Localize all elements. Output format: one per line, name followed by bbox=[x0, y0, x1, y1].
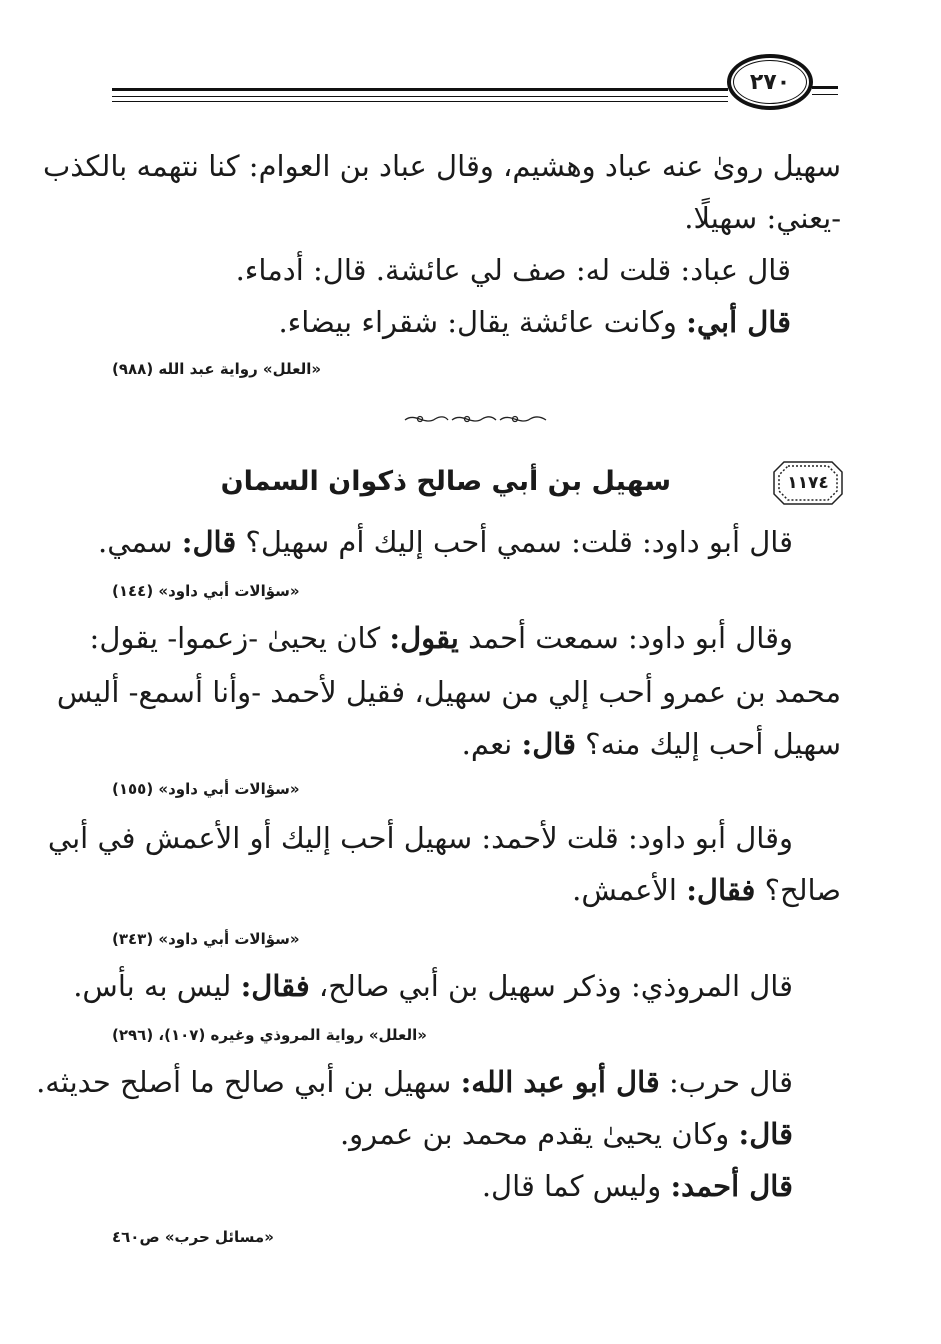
text-span: صالح؟ bbox=[755, 873, 841, 907]
text-line bbox=[482, 1166, 793, 1206]
speaker-label: قال: bbox=[181, 525, 237, 559]
text-span: قال أبو داود: قلت: سمي أحب إليك أم سهيل؟ bbox=[236, 525, 793, 559]
text-line bbox=[340, 1114, 793, 1154]
text-line: وقال أبو داود: قلت لأحمد: سهيل أحب إليك أو الأعمش في أبي bbox=[47, 821, 793, 855]
text-line bbox=[572, 870, 841, 910]
text-line bbox=[278, 302, 791, 342]
text-span: قال المروذي: وذكر سهيل بن أبي صالح، bbox=[309, 969, 793, 1003]
text-span: سهيل بن أبي صالح ما أصلح حديثه. bbox=[36, 1065, 461, 1099]
speaker-label: قال أبي: bbox=[686, 305, 791, 339]
speaker-label: قال أحمد: bbox=[670, 1169, 793, 1203]
text-line bbox=[89, 618, 793, 658]
text-span: ليس به بأس. bbox=[73, 969, 241, 1003]
text-span: الأعمش. bbox=[572, 873, 687, 907]
speaker-label: قال: bbox=[738, 1117, 793, 1151]
text-span: كان يحيىٰ -زعموا- يقول: bbox=[89, 621, 390, 655]
text-line: محمد بن عمرو أحب إلي من سهيل، فقيل لأحمد -وأنا أسمع- أليس bbox=[56, 675, 841, 709]
text-line bbox=[36, 1062, 793, 1102]
text-span: وكانت عائشة يقال: شقراء بيضاء. bbox=[278, 305, 687, 339]
header-rule-thin-2 bbox=[112, 101, 728, 102]
entry-number: ١١٧٤ bbox=[787, 473, 829, 493]
speaker-label: فقال: bbox=[686, 873, 756, 907]
citation: «سؤالات أبي داود» (٣٤٣) bbox=[112, 930, 300, 948]
speaker-label: قال أبو عبد الله: bbox=[460, 1065, 660, 1099]
header-rule-thick bbox=[112, 88, 728, 91]
text-span: نعم. bbox=[461, 727, 522, 761]
citation: «سؤالات أبي داود» (١٥٥) bbox=[112, 780, 300, 798]
text-span: وليس كما قال. bbox=[481, 1169, 671, 1203]
citation: «العلل» رواية عبد الله (٩٨٨) bbox=[112, 360, 322, 378]
ornament-divider-icon bbox=[400, 410, 550, 428]
text-line: قال عباد: قلت له: صف لي عائشة. قال: أدماء. bbox=[235, 253, 791, 287]
citation: «سؤالات أبي داود» (١٤٤) bbox=[112, 582, 300, 600]
text-span: وقال أبو داود: سمعت أحمد bbox=[458, 621, 793, 655]
text-line bbox=[98, 522, 793, 562]
page-number: ٢٧٠ bbox=[749, 69, 791, 95]
text-line bbox=[462, 724, 841, 764]
text-span: وكان يحيىٰ يقدم محمد بن عمرو. bbox=[339, 1117, 739, 1151]
page-number-badge bbox=[727, 54, 819, 114]
header-rule-thin bbox=[112, 96, 728, 97]
text-span: سهيل أحب إليك منه؟ bbox=[575, 727, 841, 761]
text-line: -يعني: سهيلًا. bbox=[684, 201, 841, 235]
text-line bbox=[73, 966, 793, 1006]
speaker-label: قال: bbox=[521, 727, 576, 761]
citation: «مسائل حرب» ص٤٦٠ bbox=[112, 1228, 274, 1246]
speaker-label: فقال: bbox=[240, 969, 310, 1003]
text-line: سهيل روىٰ عنه عباد وهشيم، وقال عباد بن العوام: كنا نتهمه بالكذب bbox=[42, 149, 841, 183]
entry-title: سهيل بن أبي صالح ذكوان السمان bbox=[220, 466, 671, 497]
speaker-label: يقول: bbox=[389, 621, 459, 655]
citation: «العلل» رواية المروذي وغيره (١٠٧)، (٢٩٦) bbox=[112, 1026, 427, 1044]
text-span: سمي. bbox=[98, 525, 182, 559]
text-span: قال حرب: bbox=[659, 1065, 793, 1099]
